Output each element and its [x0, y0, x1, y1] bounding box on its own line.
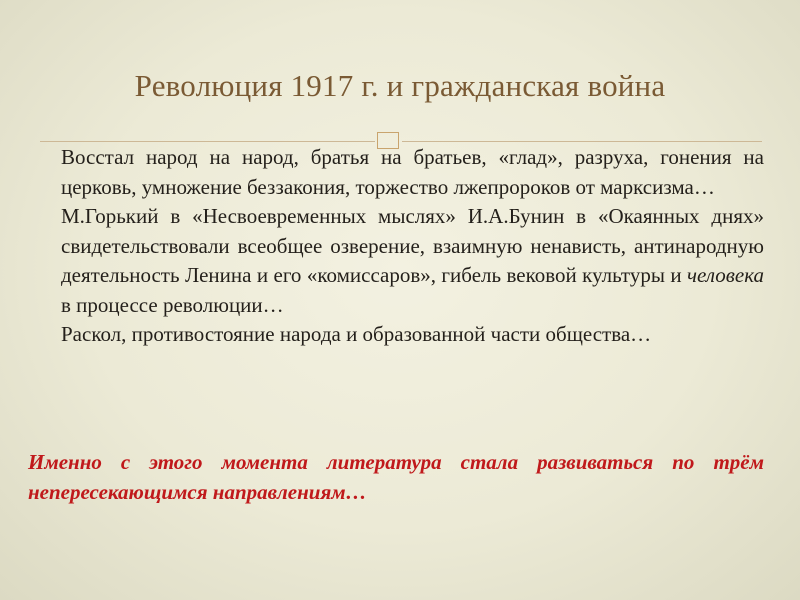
- title-divider-left: [40, 141, 375, 142]
- bullet-item: [28, 202, 764, 320]
- bullet-emphasis: человека: [687, 263, 764, 287]
- bullet-text-end: в процессе революции…: [61, 292, 284, 317]
- conclusion-text: Именно с этого момента литература стала развиваться по трём непересекающимся направлениям…: [28, 450, 764, 504]
- bullet-text: М.Горький в «Несвоевременных мыслях» И.А.Бунин в «Окаянных днях» свидетельствовали всеобщее озверение, взаимную ненависть, антинародную деятельность Ленина и его «комиссаров», гибель вековой культуры и: [61, 204, 764, 287]
- bullet-item: [28, 143, 764, 202]
- bullet-item: [28, 320, 764, 350]
- title-divider-right: [402, 141, 762, 142]
- bullet-list: [28, 143, 764, 350]
- bullet-text: Раскол, противостояние народа и образованной части общества…: [61, 322, 652, 346]
- bullet-text: Восстал народ на народ, братья на братьев, «глад», разруха, гонения на церковь, умножение беззакония, торжество лжепророков от марксизма…: [61, 145, 764, 199]
- slide-title: Революция 1917 г. и гражданская война: [134, 68, 666, 103]
